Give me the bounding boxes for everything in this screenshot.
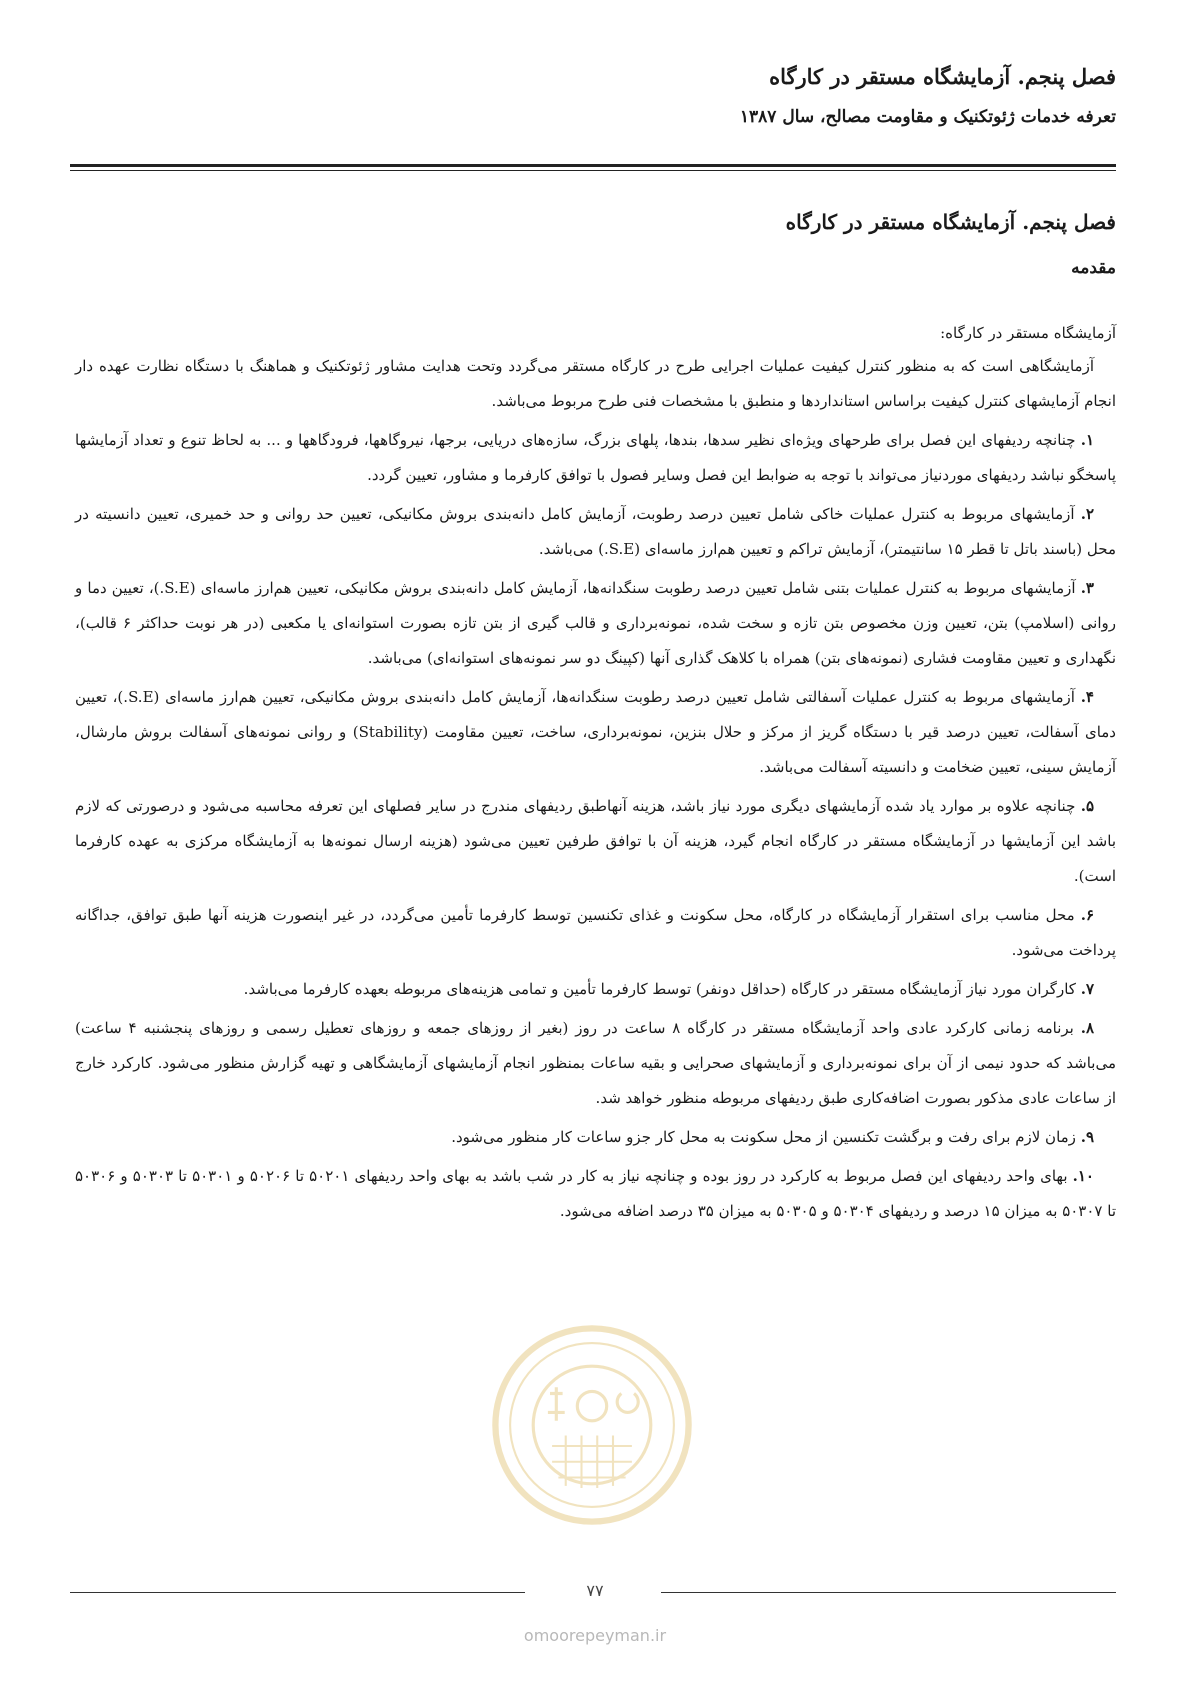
item-text: کارگران مورد نیاز آزمایشگاه مستقر در کارگاه (حداقل دونفر) توسط کارفرما تأمین و تمامی هزینه‌های مربوطه بعهده کارفرما می‌باشد. <box>243 980 1076 998</box>
item-number: ۵. <box>1080 797 1094 815</box>
item-number: ۹. <box>1080 1128 1094 1146</box>
header-tariff-title: تعرفه خدمات ژئوتکنیک و مقاومت مصالح، سال ۱۳۸۷ <box>739 107 1116 127</box>
item-text: چنانچه ردیفهای این فصل برای طرحهای ویژه‌ای نظیر سدها، بندها، پلهای بزرگ، سازه‌های دریایی، برجها، نیروگاهها، فرودگاهها و ... به لحاظ تنوع و تعداد آزمایشها پاسخگو نباشد ردیفهای موردنیاز می‌تواند با توجه به ضوابط این فصل وسایر فصول با توافق کارفرما و مشاور، تعیین گردد. <box>75 431 1116 484</box>
header-divider-thin <box>70 170 1116 171</box>
item-text: محل مناسب برای استقرار آزمایشگاه در کارگاه، محل سکونت و غذای تکنسین توسط کارفرما تأمین می‌گردد، در غیر اینصورت هزینه آنها طبق توافق، جداگانه پرداخت می‌شود. <box>75 906 1116 959</box>
item-number: ۱۰. <box>1072 1167 1094 1185</box>
footer-divider-right <box>661 1592 1116 1593</box>
list-item <box>75 571 1116 676</box>
item-number: ۱. <box>1080 431 1094 449</box>
header-divider <box>70 164 1116 167</box>
list-item <box>75 497 1116 567</box>
item-text: بهای واحد ردیفهای این فصل مربوط به کارکرد در روز بوده و چنانچه نیاز به کار در شب باشد به بهای واحد ردیفهای ۵۰۲۰۱ تا ۵۰۲۰۶ و ۵۰۳۰۱ تا ۵۰۳۰۳ و ۵۰۳۰۶ تا ۵۰۳۰۷ به میزان ۱۵ درصد و ردیفهای ۵۰۳۰۴ و ۵۰۳۰۵ به میزان ۳۵ درصد اضافه می‌شود. <box>75 1167 1116 1220</box>
list-item <box>75 898 1116 968</box>
item-number: ۷. <box>1080 980 1094 998</box>
item-number: ۲. <box>1080 505 1094 523</box>
page-header <box>75 60 1116 132</box>
list-item <box>75 1159 1116 1229</box>
item-text: برنامه زمانی کارکرد عادی واحد آزمایشگاه مستقر در کارگاه ۸ ساعت در روز (بغیر از روزهای جمعه و روزهای تعطیل رسمی و روزهای پنجشنبه ۴ ساعت) می‌باشد که حدود نیمی از آن برای نمونه‌برداری و آزمایشهای صحرایی و بقیه ساعات بمنظور انجام آزمایشهای آزمایشگاهی و تهیه گزارش منظور می‌شود. کارکرد خارج از ساعات عادی مذکور بصورت اضافه‌کاری طبق ردیفهای مربوطه منظور خواهد شد. <box>75 1019 1116 1107</box>
list-item <box>75 680 1116 785</box>
site-watermark: omoorepeyman.ir <box>523 1626 667 1645</box>
section-title: فصل پنجم. آزمایشگاه مستقر در کارگاه <box>785 210 1116 234</box>
list-item <box>75 1120 1116 1155</box>
footer-divider-left <box>70 1592 525 1593</box>
list-item <box>75 789 1116 894</box>
item-number: ۸. <box>1080 1019 1094 1037</box>
item-number: ۶. <box>1080 906 1094 924</box>
list-item <box>75 972 1116 1007</box>
numbered-list <box>75 423 1116 1229</box>
page-number: ۷۷ <box>586 1581 604 1600</box>
sub-title: مقدمه <box>1071 258 1116 278</box>
item-text: چنانچه علاوه بر موارد یاد شده آزمایشهای دیگری مورد نیاز باشد، هزینه آنهاطبق ردیفهای مندرج در سایر فصلهای این تعرفه محاسبه می‌شود و درصورتی که لازم باشد این آزمایشها در آزمایشگاه مستقر در کارگاه انجام گیرد، هزینه آن با توافق طرفین تعیین می‌شود (هزینه ارسال نمونه‌ها به آزمایشگاه مرکزی به عهده کارفرما است). <box>75 797 1116 885</box>
lead-label: آزمایشگاه مستقر در کارگاه: <box>940 324 1116 342</box>
list-item <box>75 1011 1116 1116</box>
watermark-seal-icon <box>487 1320 697 1530</box>
header-chapter-title: فصل پنجم. آزمایشگاه مستقر در کارگاه <box>769 64 1116 89</box>
main-content <box>75 205 1116 1229</box>
item-text: آزمایشهای مربوط به کنترل عملیات خاکی شامل تعیین درصد رطوبت، آزمایش کامل دانه‌بندی بروش مکانیکی، تعیین حد روانی و حد خمیری، تعیین دانسیته در محل (باسند باتل تا قطر ۱۵ سانتیمتر)، آزمایش تراکم و تعیین هم‌ارز ماسه‌ای (S.E.) می‌باشد. <box>75 505 1116 558</box>
item-text: آزمایشهای مربوط به کنترل عملیات بتنی شامل تعیین درصد رطوبت سنگدانه‌ها، آزمایش کامل دانه‌بندی بروش مکانیکی، تعیین هم‌ارز ماسه‌ای (S.E.)، تعیین دما و روانی (اسلامپ) بتن، تعیین وزن مخصوص بتن تازه و سخت شده، نمونه‌برداری و قالب گیری از بتن تازه بصورت استوانه‌ای یا مکعبی (در هر نوبت حداکثر ۶ قالب)، نگهداری و تعیین مقاومت فشاری (نمونه‌های بتن) همراه با کلاهک گذاری آنها (کپینگ دو سر نمونه‌های استوانه‌ای) می‌باشد. <box>75 579 1116 667</box>
item-text: آزمایشهای مربوط به کنترل عملیات آسفالتی شامل تعیین درصد رطوبت سنگدانه‌ها، آزمایش کامل دانه‌بندی بروش مکانیکی، تعیین هم‌ارز ماسه‌ای (S.E.)، تعیین دمای آسفالت، تعیین درصد قیر با دستگاه گریز از مرکز و حلال بنزین، نمونه‌برداری، ساخت، تعیین مقاومت (Stability) و روانی نمونه‌های آسفالت بروش مارشال، آزمایش سینی، تعیین ضخامت و دانسیته آسفالت می‌باشد. <box>75 688 1116 776</box>
item-number: ۳. <box>1080 579 1094 597</box>
item-number: ۴. <box>1080 688 1094 706</box>
intro-paragraph: آزمایشگاهی است که به منظور کنترل کیفیت عملیات اجرایی طرح در کارگاه مستقر می‌گردد وتحت هدایت مشاور ژئوتکنیک و هماهنگ با دستگاه نظارت عهده دار انجام آزمایشهای کنترل کیفیت براساس استانداردها و منطبق با مشخصات فنی طرح مربوط می‌باشد. <box>75 357 1116 410</box>
list-item <box>75 423 1116 493</box>
item-text: زمان لازم برای رفت و برگشت تکنسین از محل سکونت به محل کار جزو ساعات کار منظور می‌شود. <box>451 1128 1076 1146</box>
